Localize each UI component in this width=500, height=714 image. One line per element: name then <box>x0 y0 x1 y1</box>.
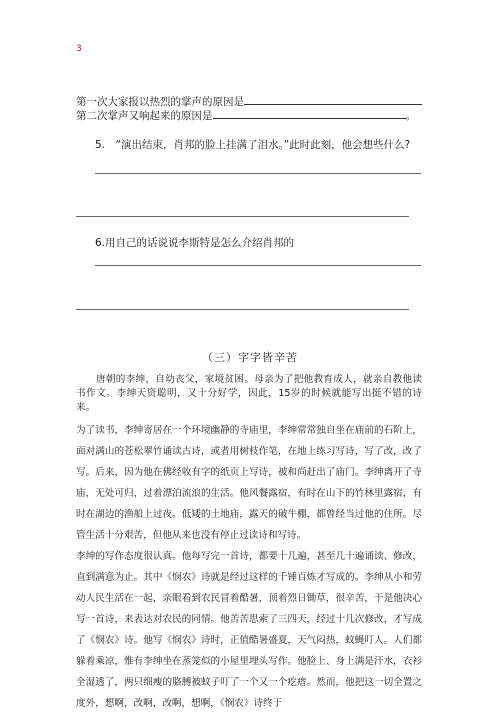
question-applause-first <box>76 94 422 109</box>
answer-blank-applause-first[interactable] <box>244 94 422 105</box>
article-body <box>76 373 422 714</box>
page-number: 3 <box>76 44 82 54</box>
question-applause-second <box>76 108 416 123</box>
answer-line-q5-1[interactable] <box>95 173 421 174</box>
answer-line-q6-1[interactable] <box>95 265 421 266</box>
question-applause-second-end: 。 <box>405 110 416 122</box>
answer-line-q5-2[interactable] <box>76 216 409 217</box>
answer-blank-applause-second[interactable] <box>213 108 406 119</box>
article-paragraph-3: 李绅的写作态度很认真。他每写完一首诗，都要十几遍，甚至几十遍诵读、修改，直到满意为止。其中《悯农》诗就是经过这样的千锤百炼才写成的。李绅从小和劳动人民生活在一起，亲眼看到农民冒着酷暑，顶着烈日锄草，很辛苦，于是他决心写一首诗，来表达对农民的同情。他苦苦思索了三四天，经过十几次修改，才写成了《悯农》诗。他写《悯农》诗时，正值酷暑盛夏，天气闷热，蚊蝇叮人。人们都躲着乘凉，惟有李绅坐在蒸笼似的小屋里埋头写作。他脸上、身上满是汗水，衣衫全湿透了，两只细瘦的胳膊被蚊子叮了一个又一个疙瘩。然而，他把这一切全置之度外，想啊，改啊，改啊，想啊，《悯农》诗终于 <box>76 551 422 709</box>
question-6: 6.用自己的话说说李斯特是怎么介绍肖邦的 <box>95 237 295 249</box>
question-5: 5. “演出结束，肖邦的脸上挂满了泪水。”此时此刻，他会想些什么? <box>95 139 411 151</box>
article-paragraph-2: 为了读书，李绅寄居在一个环境幽静的寺庙里，李绅常常独自坐在庙前的石阶上，面对满山的苍松翠竹诵读古诗，或者用树枝作笔，在地上练习写诗，写了改，改了写。后来，因为他在佛经收有字的纸页上写诗，被和尚赶出了庙门。李绅离开了寺庙，无处可归，过着漂泊流浪的生活。他风餐露宿，有时在山下的竹林里露宿，有时在湖边的渔船上过夜。低矮的土地庙，露天的破牛棚，都曾经当过他的住所。尽管生活十分艰苦，但他从来也没有停止过读诗和写诗。 <box>76 425 422 541</box>
article-paragraph-1: 唐朝的李绅，自幼丧父，家境贫困。母亲为了把他教育成人，就亲自教他读书作文。李绅天资聪明，又十分好学，因此，15岁的时候就能写出挺不错的诗来。 <box>76 374 422 413</box>
question-applause-first-label: 第一次大家报以热烈的掌声的原因是 <box>76 96 244 108</box>
answer-line-q6-2[interactable] <box>76 309 409 310</box>
question-applause-second-label: 第二次掌声又响起来的原因是 <box>76 110 213 122</box>
section-title: （三）字字皆辛苦 <box>202 351 298 364</box>
